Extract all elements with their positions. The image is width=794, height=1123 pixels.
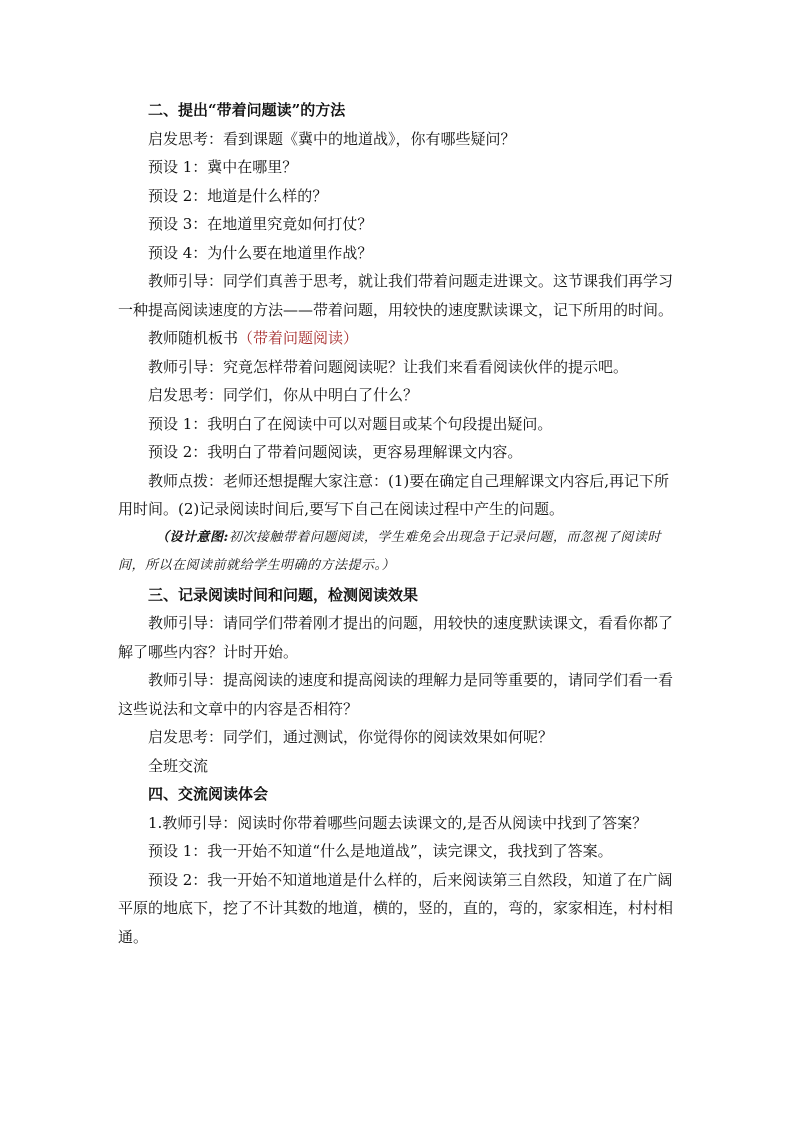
paragraph: 启发思考：看到课题《冀中的地道战》，你有哪些疑问？ [148, 129, 516, 148]
paragraph: 预设 1：我一开始不知道“什么是地道战”，读完课文，我找到了答案。 [148, 842, 613, 860]
paragraph: 教师点拨：老师还想提醒大家注意：(1)要在确定自己理解课文内容后,再记下所用时间。(2)记录阅读时间后,要写下自己在阅读过程中产生的问题。 [118, 471, 670, 518]
board-writing-label: 教师随机板书 [148, 329, 239, 347]
section-heading-2: 二、提出“带着问题读”的方法 [148, 101, 346, 119]
paragraph: 1.教师引导：阅读时你带着哪些问题去读课文的,是否从阅读中找到了答案？ [148, 813, 648, 832]
paragraph: 预设 2：我一开始不知道地道是什么样的，后来阅读第三自然段，知道了在广阔平原的地底下，挖了不计其数的地道，横的，竖的，直的，弯的，家家相连，村村相通。 [118, 870, 674, 946]
paragraph-board-writing [118, 324, 684, 353]
paragraph: 启发思考：同学们，你从中明白了什么？ [148, 386, 419, 404]
paragraph: 预设 1：我明白了在阅读中可以对题目或某个句段提出疑问。 [148, 414, 553, 433]
paragraph: 预设 2：我明白了带着问题阅读，更容易理解课文内容。 [148, 443, 523, 461]
paragraph: 预设 4：为什么要在地道里作战？ [148, 243, 373, 262]
document-body [118, 96, 684, 951]
paragraph: 全班交流 [148, 756, 209, 775]
design-intent-text: 初次接触带着问题阅读，学生难免会出现急于记录问题，而忽视了阅读时间，所以在阅读前就给学生明确的方法提示。） [118, 529, 661, 573]
paragraph: 预设 2：地道是什么样的？ [148, 186, 328, 205]
design-intent-label: （设计意图: [156, 529, 229, 545]
paragraph: 预设 1：冀中在哪里？ [148, 158, 298, 176]
paragraph: 教师引导：提高阅读的速度和提高阅读的理解力是同等重要的，请同学们看一看这些说法和文章中的内容是否相符？ [118, 671, 674, 718]
section-heading-3: 三、记录阅读时间和问题，检测阅读效果 [148, 585, 419, 604]
paragraph: 教师引导：同学们真善于思考，就让我们带着问题走进课文。这节课我们再学习一种提高阅读速度的方法——带着问题，用较快的速度默读课文，记下所用的时间。 [118, 272, 674, 319]
paragraph: 启发思考：同学们，通过测试，你觉得你的阅读效果如何呢？ [148, 728, 554, 746]
section-heading-4: 四、交流阅读体会 [148, 785, 269, 803]
paragraph: 教师引导：请同学们带着刚才提出的问题，用较快的速度默读课文，看看你都了解了哪些内容？计时开始。 [118, 614, 674, 661]
paragraph: 预设 3：在地道里究竟如何打仗？ [148, 215, 373, 233]
design-intent-note [118, 524, 684, 581]
board-writing-highlight: （带着问题阅读） [238, 329, 359, 347]
paragraph: 教师引导：究竟怎样带着问题阅读呢？让我们来看看阅读伙伴的提示吧。 [148, 357, 629, 376]
